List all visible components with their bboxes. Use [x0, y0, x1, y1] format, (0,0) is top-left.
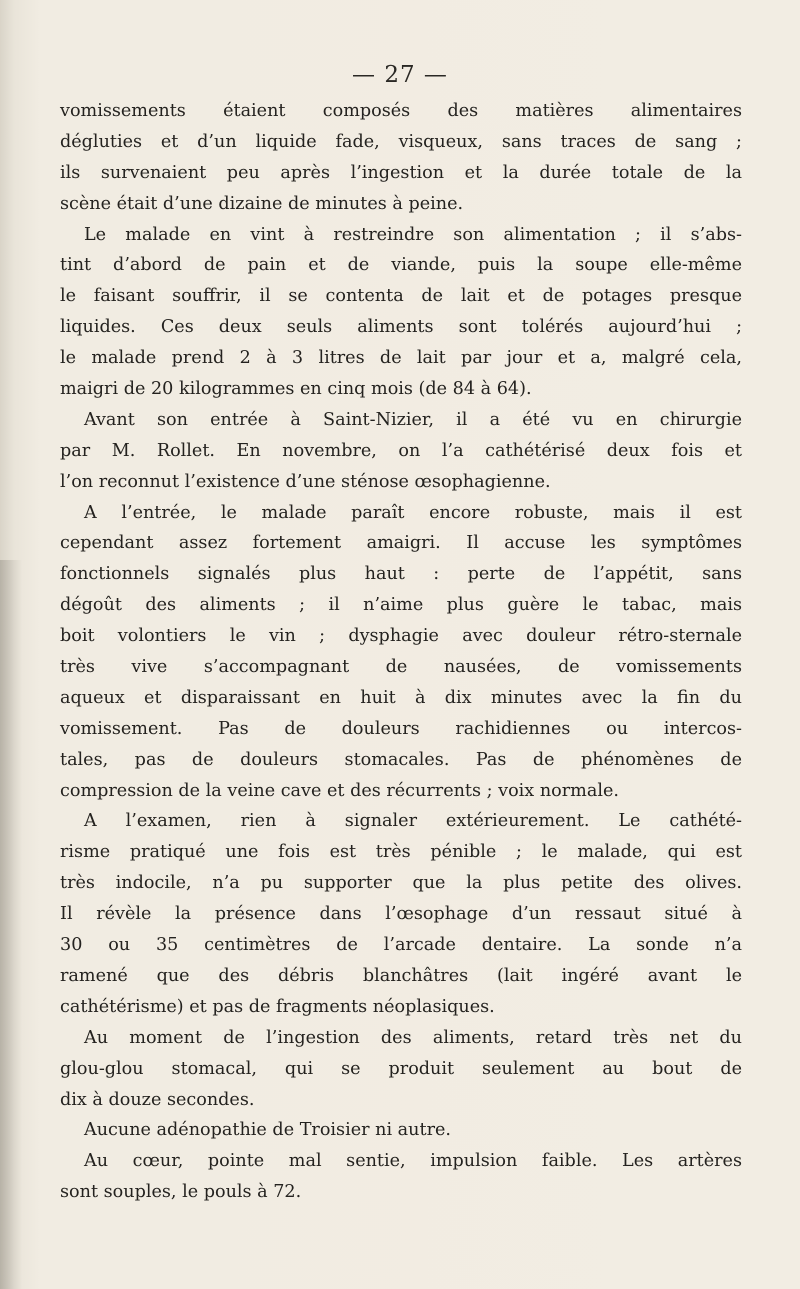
text-line: risme pratiqué une fois est très pénible ; le malade, qui est: [60, 842, 742, 863]
text-line: Le malade en vint à restreindre son alimentation ; il s’abs-: [84, 224, 742, 245]
binding-shadow: [0, 560, 22, 1289]
text-line: Au cœur, pointe mal sentie, impulsion faible. Les artères: [84, 1151, 742, 1172]
text-line: le malade prend 2 à 3 litres de lait par jour et a, malgré cela,: [60, 348, 742, 369]
text-line: cathétérisme) et pas de fragments néoplasiques.: [60, 996, 495, 1017]
text-line: Il révèle la présence dans l’œsophage d’un ressaut situé à: [60, 904, 742, 925]
text-line: très indocile, n’a pu supporter que la plus petite des olives.: [60, 873, 742, 894]
text-line: Aucune adénopathie de Troisier ni autre.: [84, 1120, 451, 1141]
text-line: tint d’abord de pain et de viande, puis la soupe elle-même: [60, 255, 742, 276]
text-line: Avant son entrée à Saint-Nizier, il a été vu en chirurgie: [84, 409, 742, 430]
text-line: très vive s’accompagnant de nausées, de vomissements: [60, 657, 742, 678]
text-line: dégoût des aliments ; il n’aime plus guère le tabac, mais: [60, 595, 742, 616]
text-line: ramené que des débris blanchâtres (lait ingéré avant le: [60, 965, 742, 986]
text-line: boit volontiers le vin ; dysphagie avec douleur rétro-sternale: [60, 626, 742, 647]
text-line: le faisant souffrir, il se contenta de lait et de potages presque: [60, 286, 742, 307]
text-line: glou-glou stomacal, qui se produit seulement au bout de: [60, 1058, 742, 1079]
text-line: maigri de 20 kilogrammes en cinq mois (de 84 à 64).: [60, 379, 532, 400]
text-line: scène était d’une dizaine de minutes à peine.: [60, 193, 464, 214]
page-number: — 27 —: [352, 62, 448, 88]
text-line: 30 ou 35 centimètres de l’arcade dentaire. La sonde n’a: [60, 935, 742, 956]
body-text: [60, 96, 742, 1208]
text-line: cependant assez fortement amaigri. Il accuse les symptômes: [60, 533, 742, 554]
text-line: vomissement. Pas de douleurs rachidiennes ou intercos-: [60, 718, 742, 739]
text-line: l’on reconnut l’existence d’une sténose œsophagienne.: [60, 471, 551, 492]
text-line: A l’entrée, le malade paraît encore robuste, mais il est: [84, 502, 742, 523]
text-line: aqueux et disparaissant en huit à dix minutes avec la fin du: [60, 687, 742, 708]
text-line: dégluties et d’un liquide fade, visqueux, sans traces de sang ;: [60, 131, 742, 152]
text-line: liquides. Ces deux seuls aliments sont tolérés aujourd’hui ;: [60, 317, 742, 338]
text-line: ils survenaient peu après l’ingestion et la durée totale de la: [60, 162, 742, 183]
text-line: vomissements étaient composés des matières alimentaires: [60, 101, 742, 121]
text-line: fonctionnels signalés plus haut : perte de l’appétit, sans: [60, 564, 742, 585]
text-line: compression de la veine cave et des récurrents ; voix normale.: [60, 780, 619, 801]
text-line: tales, pas de douleurs stomacales. Pas de phénomènes de: [60, 749, 742, 770]
text-line: Au moment de l’ingestion des aliments, retard très net du: [84, 1027, 742, 1048]
text-line: A l’examen, rien à signaler extérieurement. Le cathété-: [84, 811, 742, 832]
text-line: dix à douze secondes.: [60, 1089, 255, 1110]
text-line: sont souples, le pouls à 72.: [60, 1182, 302, 1203]
text-line: par M. Rollet. En novembre, on l’a cathétérisé deux fois et: [60, 440, 742, 461]
